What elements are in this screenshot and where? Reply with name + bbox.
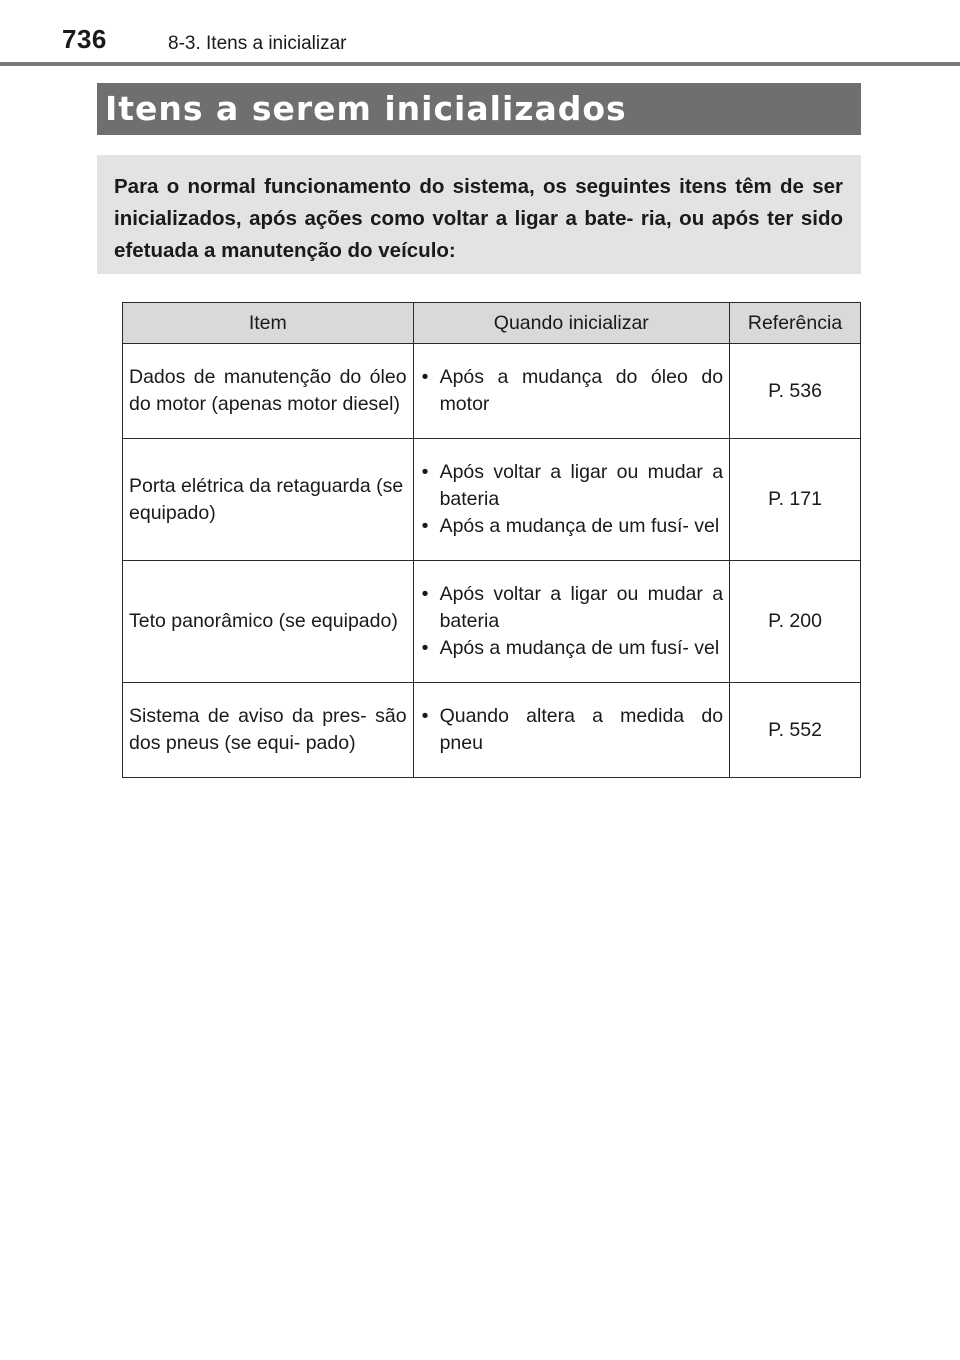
table-row	[123, 683, 861, 778]
initialization-table	[122, 302, 861, 778]
page-number: 736	[62, 24, 107, 54]
section-breadcrumb: 8-3. Itens a inicializar	[168, 33, 347, 54]
column-header-reference: Referência	[730, 303, 861, 344]
reference-cell: P. 536	[730, 344, 861, 439]
bullet-item: • Após voltar a ligar ou mudar a bateria	[421, 461, 724, 510]
table-row	[123, 439, 861, 561]
when-cell	[413, 561, 729, 683]
page-title: Itens a serem inicializados	[105, 89, 627, 128]
reference-cell: P. 200	[730, 561, 861, 683]
title-banner	[97, 83, 861, 135]
item-cell: Porta elétrica da retaguarda (se equipado)	[123, 439, 414, 561]
bullet-icon: •	[421, 637, 429, 659]
bullet-item: • Após a mudança de um fusí- vel	[420, 635, 723, 662]
when-cell	[413, 344, 729, 439]
intro-text: Para o normal funcionamento do sistema, os seguintes itens têm de ser inicializados, após ações como voltar a ligar a bate- ria, ou após ter sido efetuada a manutenção do veículo:	[114, 175, 843, 262]
when-cell	[413, 439, 729, 561]
table-header-row	[123, 303, 861, 344]
item-cell: Sistema de aviso da pres- são dos pneus (se equi- pado)	[123, 683, 414, 778]
table-row	[123, 344, 861, 439]
header-divider	[0, 62, 960, 66]
column-header-item: Item	[123, 303, 414, 344]
bullet-icon: •	[421, 366, 429, 388]
bullet-item: • Após a mudança de um fusí- vel	[420, 513, 723, 540]
table-row	[123, 561, 861, 683]
reference-cell: P. 552	[730, 683, 861, 778]
item-cell: Teto panorâmico (se equipado)	[123, 561, 414, 683]
when-cell	[413, 683, 729, 778]
bullet-item: • Após a mudança do óleo do motor	[421, 366, 724, 415]
bullet-icon: •	[421, 705, 429, 727]
column-header-when: Quando inicializar	[413, 303, 729, 344]
reference-cell: P. 171	[730, 439, 861, 561]
bullet-icon: •	[421, 583, 429, 605]
item-cell: Dados de manutenção do óleo do motor (apenas motor diesel)	[123, 344, 414, 439]
bullet-icon: •	[421, 515, 429, 537]
bullet-item: • Após voltar a ligar ou mudar a bateria	[421, 583, 724, 632]
bullet-item: • Quando altera a medida do pneu	[421, 705, 724, 754]
bullet-icon: •	[421, 461, 429, 483]
intro-box	[97, 155, 861, 274]
